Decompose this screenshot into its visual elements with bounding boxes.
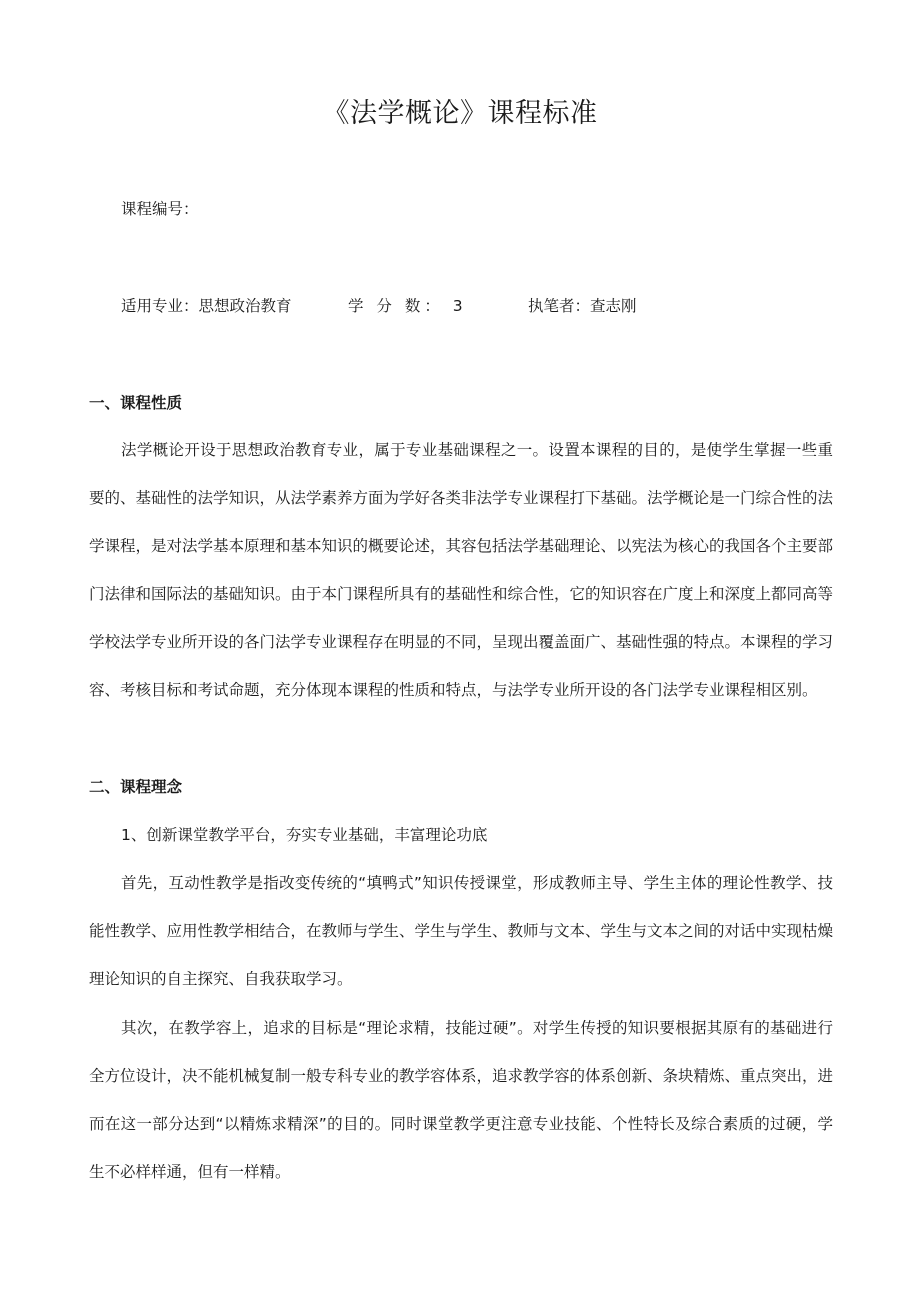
applicable-major: 适用专业：思想政治教育	[121, 297, 292, 315]
section-heading-course-nature: 一、课程性质	[89, 394, 183, 412]
section-paragraph: 其次，在教学容上，追求的目标是“理论求精，技能过硬”。对学生传授的知识要根据其原有的基础进行全方位设计，决不能机械复制一般专科专业的教学容体系，追求教学容的体系创新、条块精炼、重点突出，进而在这一部分达到“以精炼求精深”的目的。同时课堂教学更注意专业技能、个性特长及综合素质的过硬，学生不必样样通，但有一样精。	[89, 1019, 834, 1181]
section-subheading: 1、创新课堂教学平台，夯实专业基础，丰富理论功底	[121, 826, 488, 844]
section-heading-course-philosophy: 二、课程理念	[89, 778, 183, 796]
document-title: 《法学概论》课程标准	[322, 98, 598, 129]
section-paragraph: 法学概论开设于思想政治教育专业，属于专业基础课程之一。设置本课程的目的，是使学生掌握一些重要的、基础性的法学知识，从法学素养方面为学好各类非法学专业课程打下基础。法学概论是一门综合性的法学课程，是对法学基本原理和基本知识的概要论述，其容包括法学基础理论、以宪法为核心的我国各个主要部门法律和国际法的基础知识。由于本门课程所具有的基础性和综合性，它的知识容在广度上和深度上都同高等学校法学专业所开设的各门法学专业课程存在明显的不同，呈现出覆盖面广、基础性强的特点。本课程的学习容、考核目标和考试命题，充分体现本课程的性质和特点，与法学专业所开设的各门法学专业课程相区别。	[89, 441, 834, 699]
section-paragraph: 首先，互动性教学是指改变传统的“填鸭式”知识传授课堂，形成教师主导、学生主体的理论性教学、技能性教学、应用性教学相结合，在教师与学生、学生与学生、教师与文本、学生与文本之间的对话中实现枯燥理论知识的自主探究、自我获取学习。	[89, 874, 834, 988]
course-code-label: 课程编号：	[121, 200, 199, 218]
credit-count: 学 分 数： 3	[348, 297, 467, 315]
author: 执笔者：查志刚	[528, 297, 637, 315]
